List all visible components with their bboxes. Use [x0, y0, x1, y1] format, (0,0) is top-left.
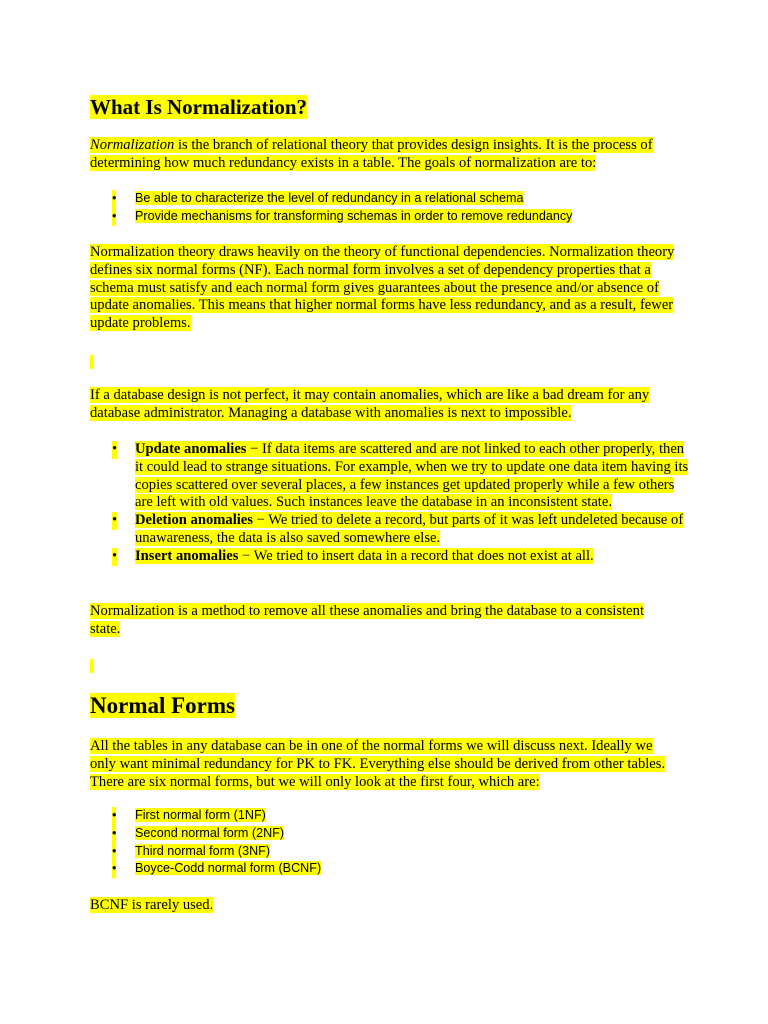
empty-highlight-marker: [90, 355, 93, 369]
bullet-icon: •: [112, 860, 116, 878]
list-item: • Deletion anomalies − We tried to delete a record, but parts of it was left undeleted because of unawareness, the data is also saved somewhere else.: [112, 512, 684, 546]
bcnf-note: BCNF is rarely used.: [90, 897, 214, 913]
intro-text: is the branch of relational theory that provides design insights. It is the process of determining how much redundancy exists in a table. The goals of normalization are to:: [90, 137, 653, 171]
normal-forms-intro: All the tables in any database can be in one of the normal forms we will discuss next. Ideally we only want minimal redundancy for PK to FK. Everything else should be derived from other tables. There are six normal forms, but we will only look at the first four, which are:: [90, 738, 666, 790]
list-item: • Be able to characterize the level of redundancy in a relational schema: [90, 190, 650, 208]
list-item: • Provide mechanisms for transforming schemas in order to remove redundancy: [90, 208, 650, 226]
anomaly-term: Deletion anomalies: [135, 512, 253, 529]
bullet-icon: •: [112, 190, 116, 208]
theory-paragraph: Normalization theory draws heavily on the theory of functional dependencies. Normalization theory defines six normal forms (NF). Each normal form involves a set of dependency properties that a schema must satisfy and each normal form gives guarantees about the presence and/or absence of update anomalies. This means that higher normal forms have less redundancy, and as a result, fewer update problems.: [90, 244, 675, 332]
conclusion-paragraph: Normalization is a method to remove all these anomalies and bring the database to a consistent state.: [90, 603, 644, 637]
list-item: • Insert anomalies − We tried to insert data in a record that does not exist at all.: [112, 547, 594, 564]
bullet-icon: •: [112, 807, 116, 825]
bullet-icon: •: [112, 825, 116, 843]
anomalies-list: [90, 441, 690, 566]
goals-list: [90, 190, 650, 226]
normal-forms-list: [90, 807, 490, 878]
intro-paragraph: [90, 137, 682, 173]
empty-highlight-marker: [90, 659, 93, 673]
list-item: • Boyce-Codd normal form (BCNF): [90, 860, 490, 878]
list-item: • Third normal form (3NF): [90, 843, 490, 861]
bullet-icon: •: [112, 512, 118, 529]
list-item: • Update anomalies − If data items are scattered and are not linked to each other properly, then it could lead to strange situations. For example, when we try to update one data item having its copies scattered over several places, a few instances get updated properly while a few others are left with old values. Such instances leave the database in an inconsistent state.: [112, 441, 689, 511]
bullet-icon: •: [112, 843, 116, 861]
intro-emphasis: Normalization: [90, 137, 175, 153]
bullet-icon: •: [112, 441, 118, 457]
list-item: • First normal form (1NF): [90, 807, 490, 825]
anomaly-intro-paragraph: If a database design is not perfect, it may contain anomalies, which are like a bad dream for any database administrator. Managing a database with anomalies is next to impossible.: [90, 387, 650, 421]
bullet-icon: •: [112, 547, 118, 564]
list-item: • Second normal form (2NF): [90, 825, 490, 843]
bullet-icon: •: [112, 208, 116, 226]
heading-what-is-normalization: What Is Normalization?: [90, 95, 307, 119]
heading-normal-forms: Normal Forms: [90, 693, 235, 718]
anomaly-term: Insert anomalies: [135, 547, 239, 564]
anomaly-term: Update anomalies: [135, 441, 247, 457]
